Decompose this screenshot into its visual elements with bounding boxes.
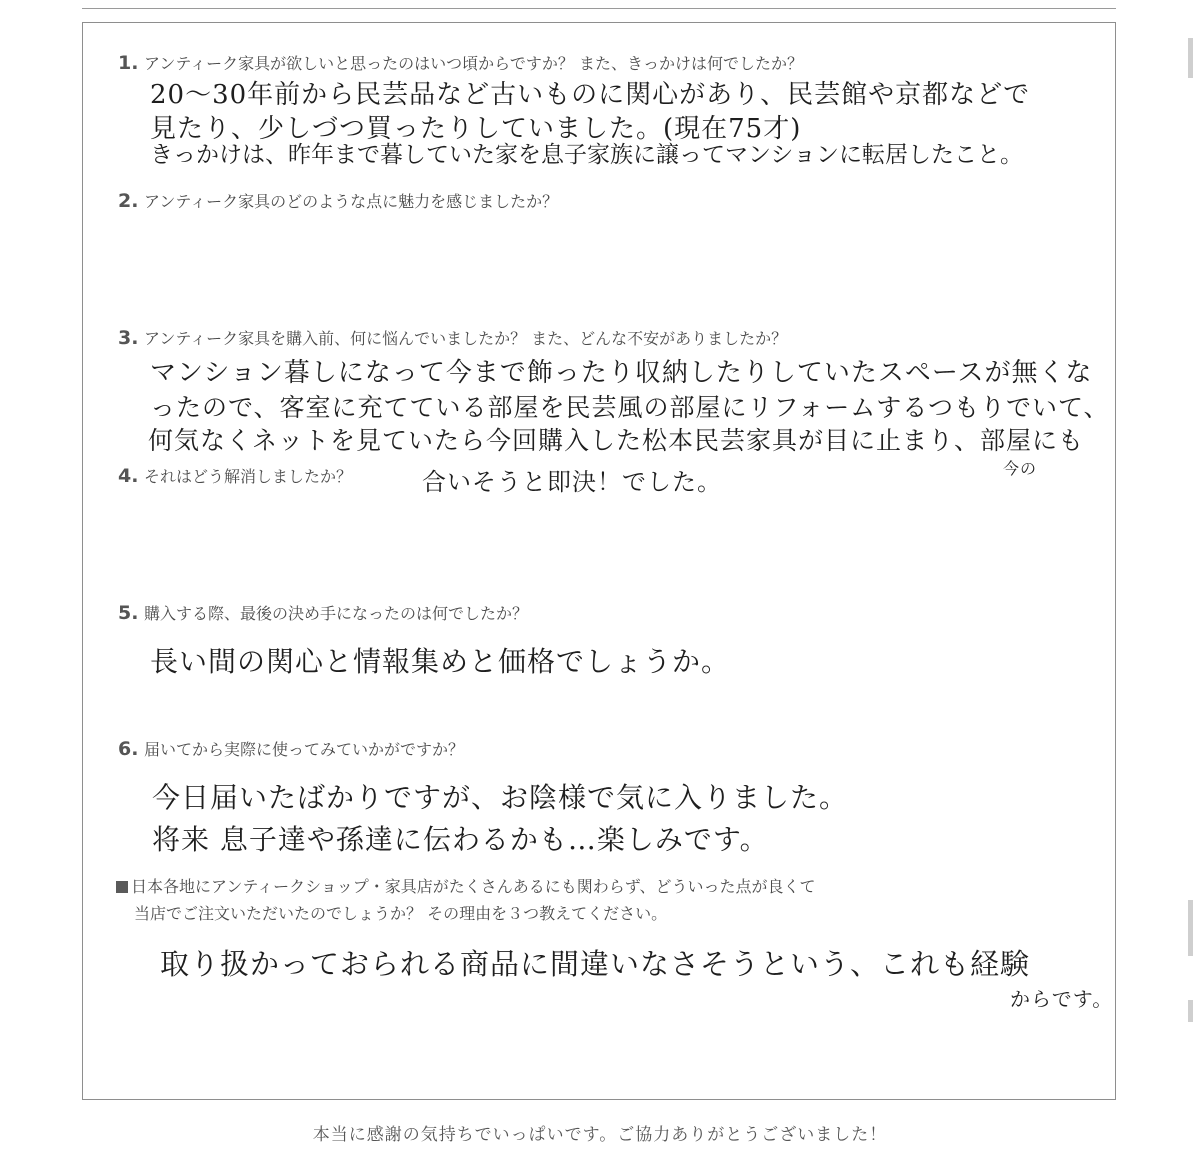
closing-answer-line-1: 取り扱かっておられる商品に間違いなさそうという、これも経験: [160, 947, 1031, 981]
question-number: 6.: [118, 738, 139, 760]
answer-3-line-3: 何気なくネットを見ていたら今回購入した松本民芸家具が目に止まり、部屋にも: [148, 426, 1085, 455]
answer-5: 長い間の関心と情報集めと価格でしょうか。: [150, 645, 731, 678]
edge-mark: [1188, 1000, 1193, 1022]
question-text: アンティーク家具が欲しいと思ったのはいつ頃からですか？ また、きっかけは何でしたか？: [144, 54, 804, 73]
question-text: それはどう解消しましたか？: [144, 467, 353, 486]
closing-question-line-2: 当店でご注文いただいたのでしょうか？ その理由を３つ教えてください。: [134, 904, 668, 923]
answer-3-line-2: ったので、客室に充てている部屋を民芸風の部屋にリフォームするつもりでいて、: [150, 393, 1110, 422]
thank-you-footer: 本当に感謝の気持ちでいっぱいです。ご協力ありがとうございました！: [312, 1125, 888, 1145]
closing-question-line-1: 日本各地にアンティークショップ・家具店がたくさんあるにも関わらず、どういった点が良くて: [116, 873, 815, 900]
closing-answer-line-2: からです。: [1010, 987, 1114, 1011]
question-number: 5.: [118, 602, 139, 624]
edge-mark: [1188, 38, 1193, 78]
question-number: 1.: [118, 52, 139, 74]
question-4: [118, 466, 352, 487]
square-bullet-icon: [116, 881, 128, 893]
answer-6-line-1: 今日届いたばかりですが、お陰様で気に入りました。: [152, 781, 849, 814]
answer-4: 合いそうと即決！でした。: [422, 468, 722, 496]
question-number: 3.: [118, 327, 139, 349]
answer-3-line-1: マンション暮しになって今まで飾ったり収納したりしていたスペースが無くな: [150, 358, 1093, 388]
question-3: [118, 328, 787, 349]
question-text: アンティーク家具のどのような点に魅力を感じましたか？: [144, 192, 559, 211]
survey-frame: [82, 22, 1116, 1100]
answer-1-line-1: 20〜30年前から民芸品など古いものに関心があり、民芸館や京都などで: [150, 80, 1031, 110]
question-5: [118, 603, 528, 624]
answer-3-insert: 今の: [1003, 459, 1038, 478]
question-number: 2.: [118, 190, 139, 212]
top-rule: [82, 8, 1116, 9]
question-text: アンティーク家具を購入前、何に悩んでいましたか？ また、どんな不安がありましたか？: [144, 329, 788, 348]
question-text: 届いてから実際に使ってみていかがですか？: [144, 740, 465, 759]
edge-mark: [1188, 900, 1193, 956]
closing-question: [116, 873, 815, 927]
answer-1-line-3: きっかけは、昨年まで暮していた家を息子家族に譲ってマンションに転居したこと。: [150, 142, 1023, 168]
answer-1-line-2: 見たり、少しづつ買ったりしていました。(現在75才): [150, 114, 802, 144]
question-1: [118, 53, 803, 74]
question-2: [118, 191, 558, 212]
question-text: 購入する際、最後の決め手になったのは何でしたか？: [144, 604, 529, 623]
answer-6-line-2: 将来 息子達や孫達に伝わるかも…楽しみです。: [152, 823, 769, 856]
question-number: 4.: [118, 465, 139, 487]
question-6: [118, 739, 464, 760]
